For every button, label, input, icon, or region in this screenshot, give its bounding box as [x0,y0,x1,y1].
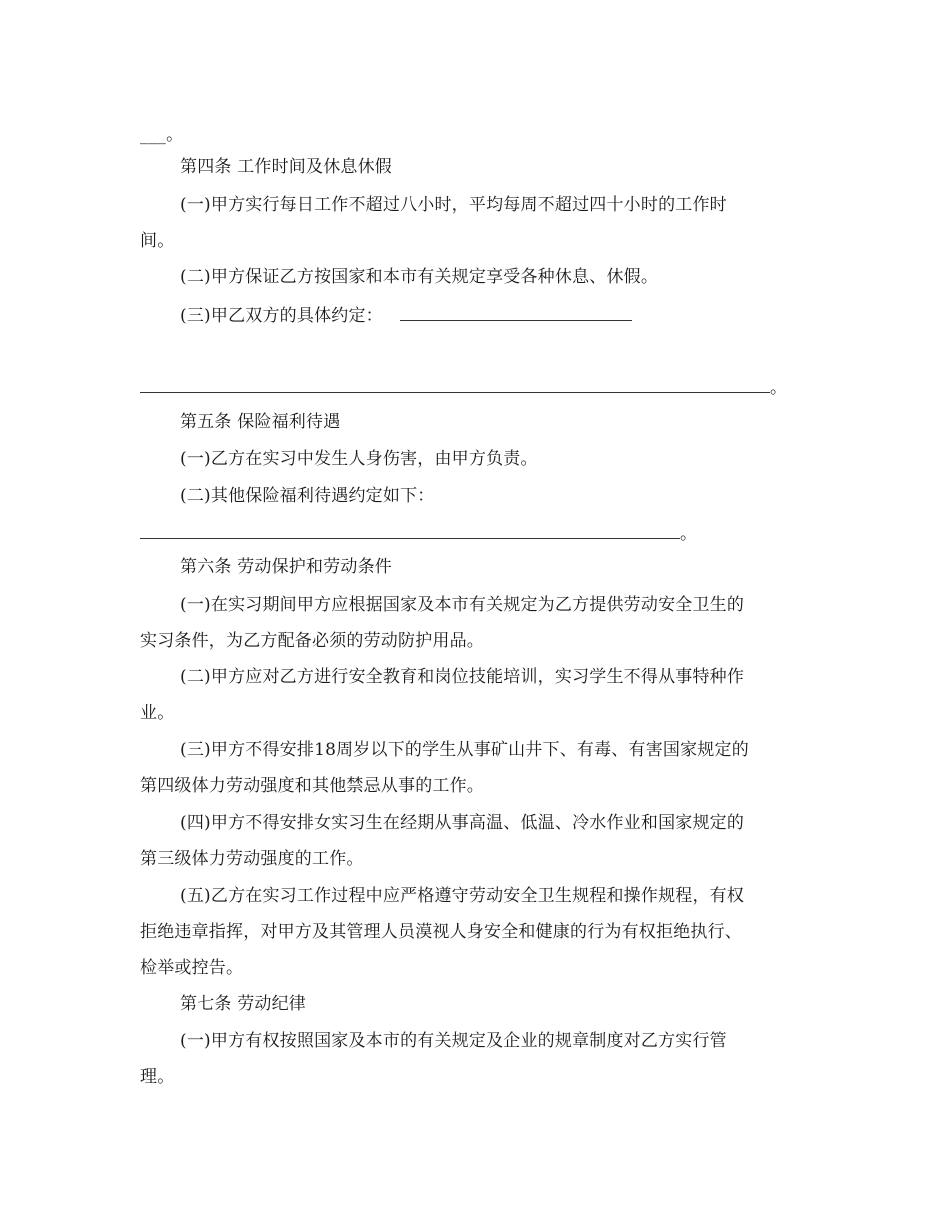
article-7-clause-1: (一)甲方有权按照国家及本市的有关规定及企业的规章制度对乙方实行管 [180,1031,727,1051]
article-6-clause-3-cont: 第四级体力劳动强度和其他禁忌从事的工作。 [140,776,484,796]
article-6-clause-5-cont-2: 检举或控告。 [140,958,244,978]
article-4-heading: 第四条 工作时间及休息休假 [180,157,393,177]
article-6-clause-5-cont-1: 拒绝违章指挥，对甲方及其管理人员漠视人身安全和健康的行为有权拒绝执行、 [140,922,742,942]
article-5-clause-2-blank-line: 。 [140,520,810,546]
article-6-clause-4: (四)甲方不得安排女实习生在经期从事高温、低温、冷水作业和国家规定的 [180,813,745,833]
article-6-clause-2: (二)甲方应对乙方进行安全教育和岗位技能培训，实习学生不得从事特种作 [180,667,745,687]
article-4-clause-1-cont: 间。 [140,231,175,251]
article-5-heading: 第五条 保险福利待遇 [180,412,341,432]
continuation-line: ___。 [140,125,184,145]
article-6-clause-3: (三)甲方不得安排18周岁以下的学生从事矿山井下、有毒、有害国家规定的 [180,740,749,760]
article-7-heading: 第七条 劳动纪律 [180,994,307,1014]
fill-in-blank[interactable] [140,520,680,539]
article-5-clause-2: (二)其他保险福利待遇约定如下： [180,486,435,506]
article-4-clause-1: (一)甲方实行每日工作不超过八小时，平均每周不超过四十小时的工作时 [180,195,727,215]
article-5-clause-1: (一)乙方在实习中发生人身伤害，由甲方负责。 [180,449,538,469]
article-4-clause-3: (三)甲乙双方的具体约定： [140,302,850,328]
article-6-clause-5: (五)乙方在实习工作过程中应严格遵守劳动安全卫生规程和操作规程，有权 [180,886,745,906]
article-6-clause-1: (一)在实习期间甲方应根据国家及本市有关规定为乙方提供劳动安全卫生的 [180,595,745,615]
article-4-clause-3-blank-line: 。 [140,374,810,400]
fill-in-blank[interactable] [400,302,632,321]
article-6-clause-2-cont: 业。 [140,703,175,723]
article-7-clause-1-cont: 理。 [140,1067,175,1087]
article-6-clause-1-cont: 实习条件，为乙方配备必须的劳动防护用品。 [140,631,484,651]
article-6-heading: 第六条 劳动保护和劳动条件 [180,557,393,577]
article-6-clause-4-cont: 第三级体力劳动强度的工作。 [140,849,364,869]
article-4-clause-2: (二)甲方保证乙方按国家和本市有关规定享受各种休息、休假。 [180,267,659,287]
fill-in-blank[interactable] [140,374,770,393]
